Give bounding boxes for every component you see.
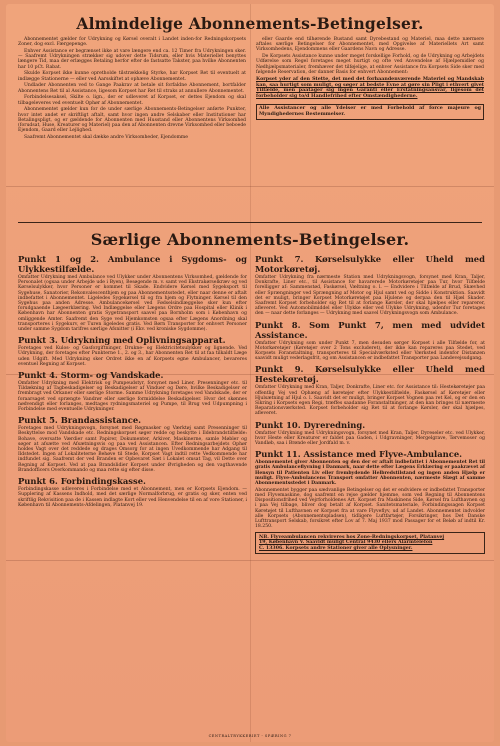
terms-section [18,254,247,332]
printer-footer: CENTRALTRYKKERIET - SPÆRING 7 [208,734,292,738]
section-body-emphasis: Abonnementet giver Abonnenten og den der er aftalt indbefattet i Abonnementet Ret til gratis Ambulanceflyvning i Danmark, naar dette efter Lægens Erklæring er paakrævet af Hensyn til Patienten Liv eller frembydende Helbredstilstand og ingen anden Hjælp er muligt. Flyve-Ambulancens Transport omfatter Abonnenten, nærmeste Slægt af samme Abonnementsstedet i Danmark. [255,460,485,487]
terms-section [18,335,247,367]
general-terms-right [256,37,484,122]
info-box-line: 19, København V. Saavidt muligt Central 9430 ellers Alarmtelefon [259,540,433,546]
general-terms-paragraph: Forbindelsesaksel, Skilte o. lign., der er udleveret af Korpset, er dettes Ejendom og skal tilbageleveres ved eventuelt Ophør af Abonnementet. [18,95,246,106]
info-box-line: NB. Flyveambulancen rekvireres hos Zone-Redningskorpset, Platanvej [259,534,445,540]
section-body: Omfatter Udrykning med Elektrisk og Pumpeudstyr, forsynet med Liner, Presenninger etc. til Tildækning af Tagbeskadigelser og Beskadigelser af Vinduer og Døre, hvilke Beskadigelser er frembragt ved Orkaner eller særlige Storme. Samme Udrykning foretages ved Vandskade, der er foraarsaget ved sprængte Vandrør eller særlige formiddelse Beskadigelser. Hvor det skønnes nødvendigt eller forlanges, medtages rydningsmateriel og Pumpe, til Brug ved Udpumpning i Forbindelse med eventuelle Udrykninger. [18,381,247,413]
section-body: Omfatter Udrykning med Udrykningsvogn, forsynet med Kran, Taljer, Dyreseler etc. ved Ulykker, hvor Heste eller Kreaturer er faldet paa Gaden, i Udgravninger, Mergelgrave, Tørvemoser og Vandløb, saa i Brønde eller Jordfald m. v. [255,430,485,447]
section-heading: Punkt 8. Som Punkt 7, men med udvidet Assistance. [255,319,485,340]
section-divider [18,222,482,223]
terms-section [255,420,485,447]
terms-section [18,476,247,508]
section-body: Omfatter Udrykning med Kran, Taljer, Donkrafte, Liner etc. for Assistance til: Hestekøretøjer paa offentlig Vej ved Ophæng af køretøjer efter Ulykkestilfælde, Faskørsel af Køretøjer eller Hjulsætning af Hjul o. l. Saavidt det er muligt, bringer Korpset Vognen paa ret Kel, og er den en Sikring i Korpsets egen Regi, træffes saadanne Foranstaltninger, at den kan bringes til nærmeste Reparationsværksted. Korpset forbeholder sig Ret til at forlange Kørsler, der skal hjælpes, afleveret. [255,385,485,417]
section-heading: Punkt 1 og 2. Ambulance i Sygdoms- og Ulykkestilfælde. [18,254,247,274]
section-body: Foretages med Udrykningsvogn, forsynet med Røgmasker og Værktøj samt Presenninger til Beskyttelse mod Vandskade etc. Redningskorpset søger redde og beskytte i Ildebrandstilfælde: Bohave, oversatte Værdier samt Papirer, Dokumenter, Arkiver, Maskinerne, samle Møbler og søger at afsætte ved Afsætningsvis og paa ved Assistancen. Efter Redningsarbejdets Ophør holdes Vagt over det reddede og drages Omsorg for at ingen Uvedkommende har Adgang til Ildstedet. Ingen af Lokaliteterne Behøve til Stede, Korpset Vagt indtil rette Vedkommende har indfundet sig. Saafremt der ved Branden er Opbevaret Sæt i Lokalet omsat Tag, vil Dette over Regning af Korpset. Ved at paa Brandslidier Korpset under Øvrigheden og den vagthavende Brandofficers Overkommando og maa rette sig efter disse. [18,426,247,473]
section-heading: Punkt 9. Kørselsulykke eller Uheld med Hestekøretøj. [255,364,485,385]
terms-section [255,449,485,529]
section-heading: Punkt 6. Forbindingskasse. [18,476,146,487]
document-sheet [6,4,494,742]
general-terms-paragraph: Saafremt Abonnementet skal dække andre Virksomheder, Ejendomme [24,135,188,141]
terms-section [255,320,485,362]
section-body: Foretages ved Kulos- og Gasforgiftninger, Drukne- og Elektricitetsulykker og lignende. Ved Udrykning, der foretages efter Punkterne 1., 2. og 3., har Abonnenten Ret til at faa tilkaldt Læge uden Udgift. Med Udrykning sker Ordret ikke en af Korpsets egne Ambulancer, bevareres eventuel Regning af Korpset. [18,346,247,367]
general-terms-paragraph: eller Gaarde end tilhørende Bustand samt Dyrebestand og Materiel, maa dette nærmere aftales særlige Betingelser for Abonnementet, med Opgivelse af Materiellets Art samt Virksomhedens, Ejendommens eller Gaardens Navn og Adresse. [256,37,484,53]
section-body: Omfatter Udrykning med Ambulance ved Ulykker under Abonnentens Virksomhed, gældende for Personalet (ogsaa under Arbejde ude i Byen), Besøgende m. v. samt ved Ekstrakørselkræv og ved Kørselsulykker, hvor Personer er kommet til Skade. Endvidere Kørsel med Sygeksport til Sygehuse, Sanatorier, Rekonvalescenthjem og paa Abonnementsstedet, eller naar denne er aftalt indbefattet i Abonnementet. Ligeledes Sygekørsel til og fra hjem og Flytninger. Kørsel til den Sygehus paa anden Adresse. Ambulancekørsel ved Fødselsindlæggelse sker kun efter forudgaaende Lægeerklæring. Ved Indlæggelse eller Lægens Ordre paa Hospital eller Klinik i København har Abonnenten gratis Sygetransport saavel paa Bornholm som i København og omliggende Amter. Saafremt den Syge ved Hjemkomsten ogsaa efter Lægens Anordning skal transporteres i Sygekurv, er Turen ligeledes gratis. Ved Børn Transporter for enhvert Personer under samme Sygdom tarifres særlige Afsnitter (i Ekv. ved kroniske Sygdomme). [18,275,247,333]
general-terms-paragraph: Enhver Assistance er begrænset ikke at vare længere end ca. 12 Timer fra Udrykningen sker. — Saafremt Udrykningen strækker sig udover dette Tidsrum, eller hvis Materiellet benyttes længere Tid, maa der erlægges Betaling herfor efter de fastsatte Takster, paa hvilke Abonnenten har 10 pCt. Rabat. [18,49,246,70]
section-heading: Punkt 11. Assistance med Flyve-Ambulance. [255,449,463,460]
terms-section [18,415,247,473]
terms-section [255,364,485,416]
general-terms-paragraph: Undlader Abonnenten ved to Gange Paakrav at betale sit forfaldne Abonnement, bortfalder Abonnentens Ret til al Assistance, ligesom Korpset har Ret til straks at annullere Abonnementet. [18,83,246,94]
section-body: Omfatter Udrykning fra nærmeste Station med Udrykningsvogn, forsynet med Kran, Taljer, Donkrafte, Liner etc., til Assistance for havarerede Motorkøretøjer paa Tur, hvor Tilfælde forelligger af: Sammenstød, Faskørsel, Væltning o. l. — Endvidere i Tilfælde af Brud, Skævhed eller Sprængninger ved Sprængning af Motor og Hjul samt ved og Sidde i Konstruktion. Saavidt det er muligt, bringer Korpset Motorkøretøjet paa Hjulene og derpaa den til Hjæl Skader. Saafremt Korpset forbeholder sig Ret til at forlange Kørsler, der skal hjælpes eller reparerer, afleveret. Ved Automobilmiddel eller Ulykke eller ved Ulykke Udrykning, udenfor Tur foretages den — naar dette forlanges — Udrykning med saavel Udrykningsvogn som Ambulance. [255,275,485,317]
force-majeure-notice: Alle Assistancer og alle Ydelser er med Forbehold af force majeure og Myndighedernes Bestemmelser. [256,104,484,119]
section-heading: Punkt 4. Storm- og Vandskade. [18,370,164,381]
flight-ambulance-info-box [255,532,485,554]
general-terms-left [18,37,246,142]
general-terms-paragraph: De Korpsets Assistance kunne under meget forskellige Forhold, og de Udrykning og Arbejdets Udførelse som Regel foretages meget hurtigt og ofte ved Anvendelse af Hjælpemidler og Nødhjælpsmaterialer, fremhæver det tilføjelige, at enhver Assistance fra Korpsets Side sker med følgende Reservation, der danner Basis for enhvert Abonnement: [256,54,484,75]
reservation-notice: Korpset yder af den Stette, det med det forhaandenværende Materiel og Mandskab kan, saa hurtigt som muligt, og søger at bedste Evne at gøre sin Pligt i ethvert givet Tilfælde, men paatager sig ingen Garanti eller Erstatningsansvar, ligesom det forbeholder sig to/d Handlefrihed efter Omstændighederne. [256,76,484,99]
terms-section [18,370,247,412]
section-heading: Punkt 7. Kørselsulykke eller Uheld med Motorkøretøj. [255,254,485,274]
page-title-special: Særlige Abonnements-Betingelser. [90,230,410,249]
section-heading: Punkt 3. Udrykning med Oplivningsapparat. [18,335,226,346]
section-body: Abonnementet bygger paa sædvanlige Betingelser og det er endvidere er indbefattet Transporter med Flyvemaskine, dog saafremt en rejse gælder hjemme, som ved Regning til Abonnentens Dispositionsfrihed ved Vejrforholdenes Art. Korpset fra Maskinens Side, Kørsel fra Lufthavnen og i paa Vej tilbage, bliver dog betalt af Korpset. Sanitetsmateriale, Forbindingssagen Korpset Køretøjet til Lufthavnen er Korpset fra at vare Flyveflyv, ud af Landet. Abonnementet indvolder alle Korpsets (Abonnementspladsen), tidligere Luftfartøjer, Forsikringer, hos Det Danske Lufttransport Selskab, forsikret efter Lov af 7. Maj 1937 mod Passager for et Beløb af indtil Kr. 18.250. [255,487,485,530]
page-title-general: Almindelige Abonnements-Betingelser. [76,14,424,33]
section-body: Omfatter Udrykning som under Punkt 7, men desuden sørger Korpset i alle Tilfælde for, at Motorkøretøjer (Køretøjer over 2 Tons excluderet), der ikke kan repareres paa Stedet, ved Korpsets Foranstaltning, transporteres til Specialværksted eller Værksted indenfor Distanzen saavidt muligt vederlagsfrit, og om Assistancen er indbefattet Transporter paa Landevejsudgang. [255,340,485,362]
section-heading: Punkt 10. Dyreredning. [255,419,366,430]
info-box-line: C. 13306. Korpsets andre Stationer giver alle Oplysninger. [259,545,413,551]
general-terms-paragraph: Skulde Korpset ikke kunne opretholde tilstrækkelig Styrke, har Korpset Ret til eventuelt at indlægge Stationerne — eller ved Aarsskiftet at ophæve Abonnementet. [18,71,246,82]
terms-section [255,254,485,317]
special-terms-right [255,252,485,554]
special-terms-left [18,252,247,511]
section-body: Forbindingskasse udleveres i Forbindelse med et Abonnement, men er Korpsets Ejendom. — Supplering af Kassens Indhold, med det særlige Normalforbrug, er gratis og sker, enten ved skriftlig Rekvisition paa de i Kassen indlagte Kort eller ved Henvendelse til en af vore Stationer, i København til Abonnements-Afdelingen, Platanvej 19. [18,487,247,508]
section-heading: Punkt 5. Brandassistance. [18,415,142,426]
general-terms-paragraph: Abonnementet gælder kun for de under særlige Abonnements-Betingelser anførte Punkter, hvor intet andet er skriftligt aftalt, samt hvor ingen andre Selskaber eller Institutioner har Betalingspligt, og er gældende for Abonnenten med Husstand eller Abonnentens Virksomhed (forudsat, Huse, Kreaturer og Materiel) paa den af Abonnenten drevne Virksomhed eller beboede Ejendom, Gaard eller Lejlighed. [18,107,246,134]
general-terms-paragraph: Abonnementet gælder for Udrykning og Kørsel overalt i Landet inden-for Redningskorpsets Zoner, dog excl. Færgepenge. [18,37,246,48]
fold-line-vertical [250,4,251,742]
